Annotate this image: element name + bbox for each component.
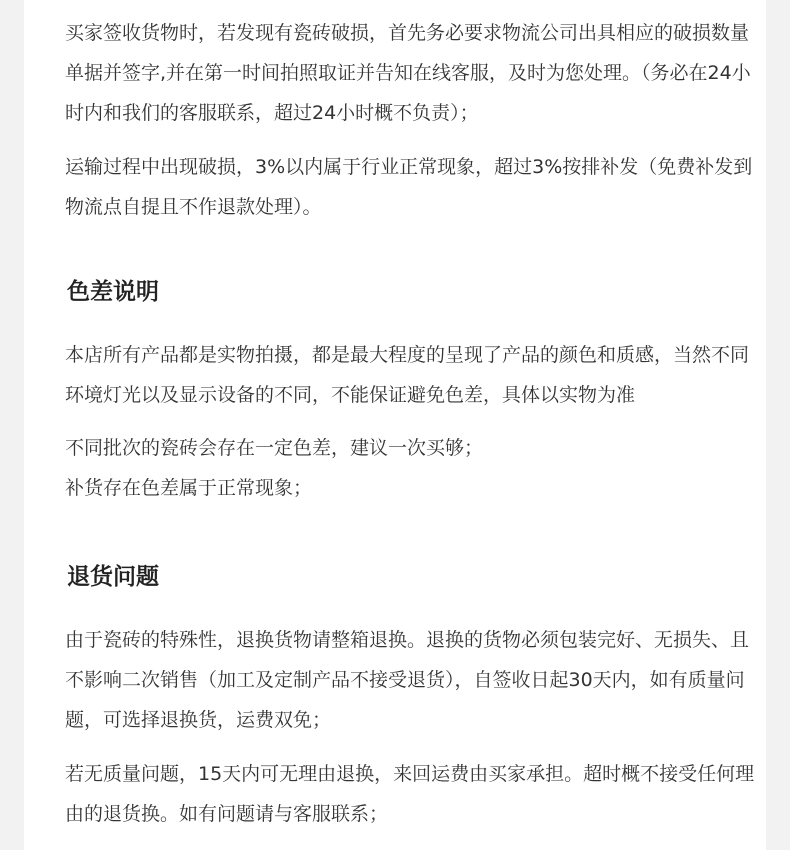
color-difference-paragraph: 本店所有产品都是实物拍摄，都是最大程度的呈现了产品的颜色和质感，当然不同环境灯光以及显示设备的不同，不能保证避免色差，具体以实物为准 [65,344,750,406]
restock-color-note: 补货存在色差属于正常现象； [65,477,313,499]
policy-page [24,0,766,850]
transport-damage-paragraph: 运输过程中出现破损，3%以内属于行业正常现象，超过3%按排补发（免费补发到物流点自提且不作退款处理）。 [65,156,753,218]
batch-color-note: 不同批次的瓷砖会存在一定色差，建议一次买够； [65,437,484,459]
returns-heading: 退货问题 [67,564,159,590]
no-reason-return-paragraph: 若无质量问题，15天内可无理由退换，来回运费由买家承担。超时概不接受任何理由的退货换。如有问题请与客服联系； [65,763,755,825]
color-difference-heading: 色差说明 [67,279,159,305]
returns-policy-paragraph: 由于瓷砖的特殊性，退换货物请整箱退换。退换的货物必须包装完好、无损失、且不影响二次销售（加工及定制产品不接受退货），自签收日起30天内，如有质量问题，可选择退换货，运费双免； [65,629,750,731]
damage-claim-paragraph: 买家签收货物时，若发现有瓷砖破损，首先务必要求物流公司出具相应的破损数量单据并签字,并在第一时间拍照取证并告知在线客服，及时为您处理。（务必在24小时内和我们的客服联系，超过24小时概不负责）； [65,22,751,124]
